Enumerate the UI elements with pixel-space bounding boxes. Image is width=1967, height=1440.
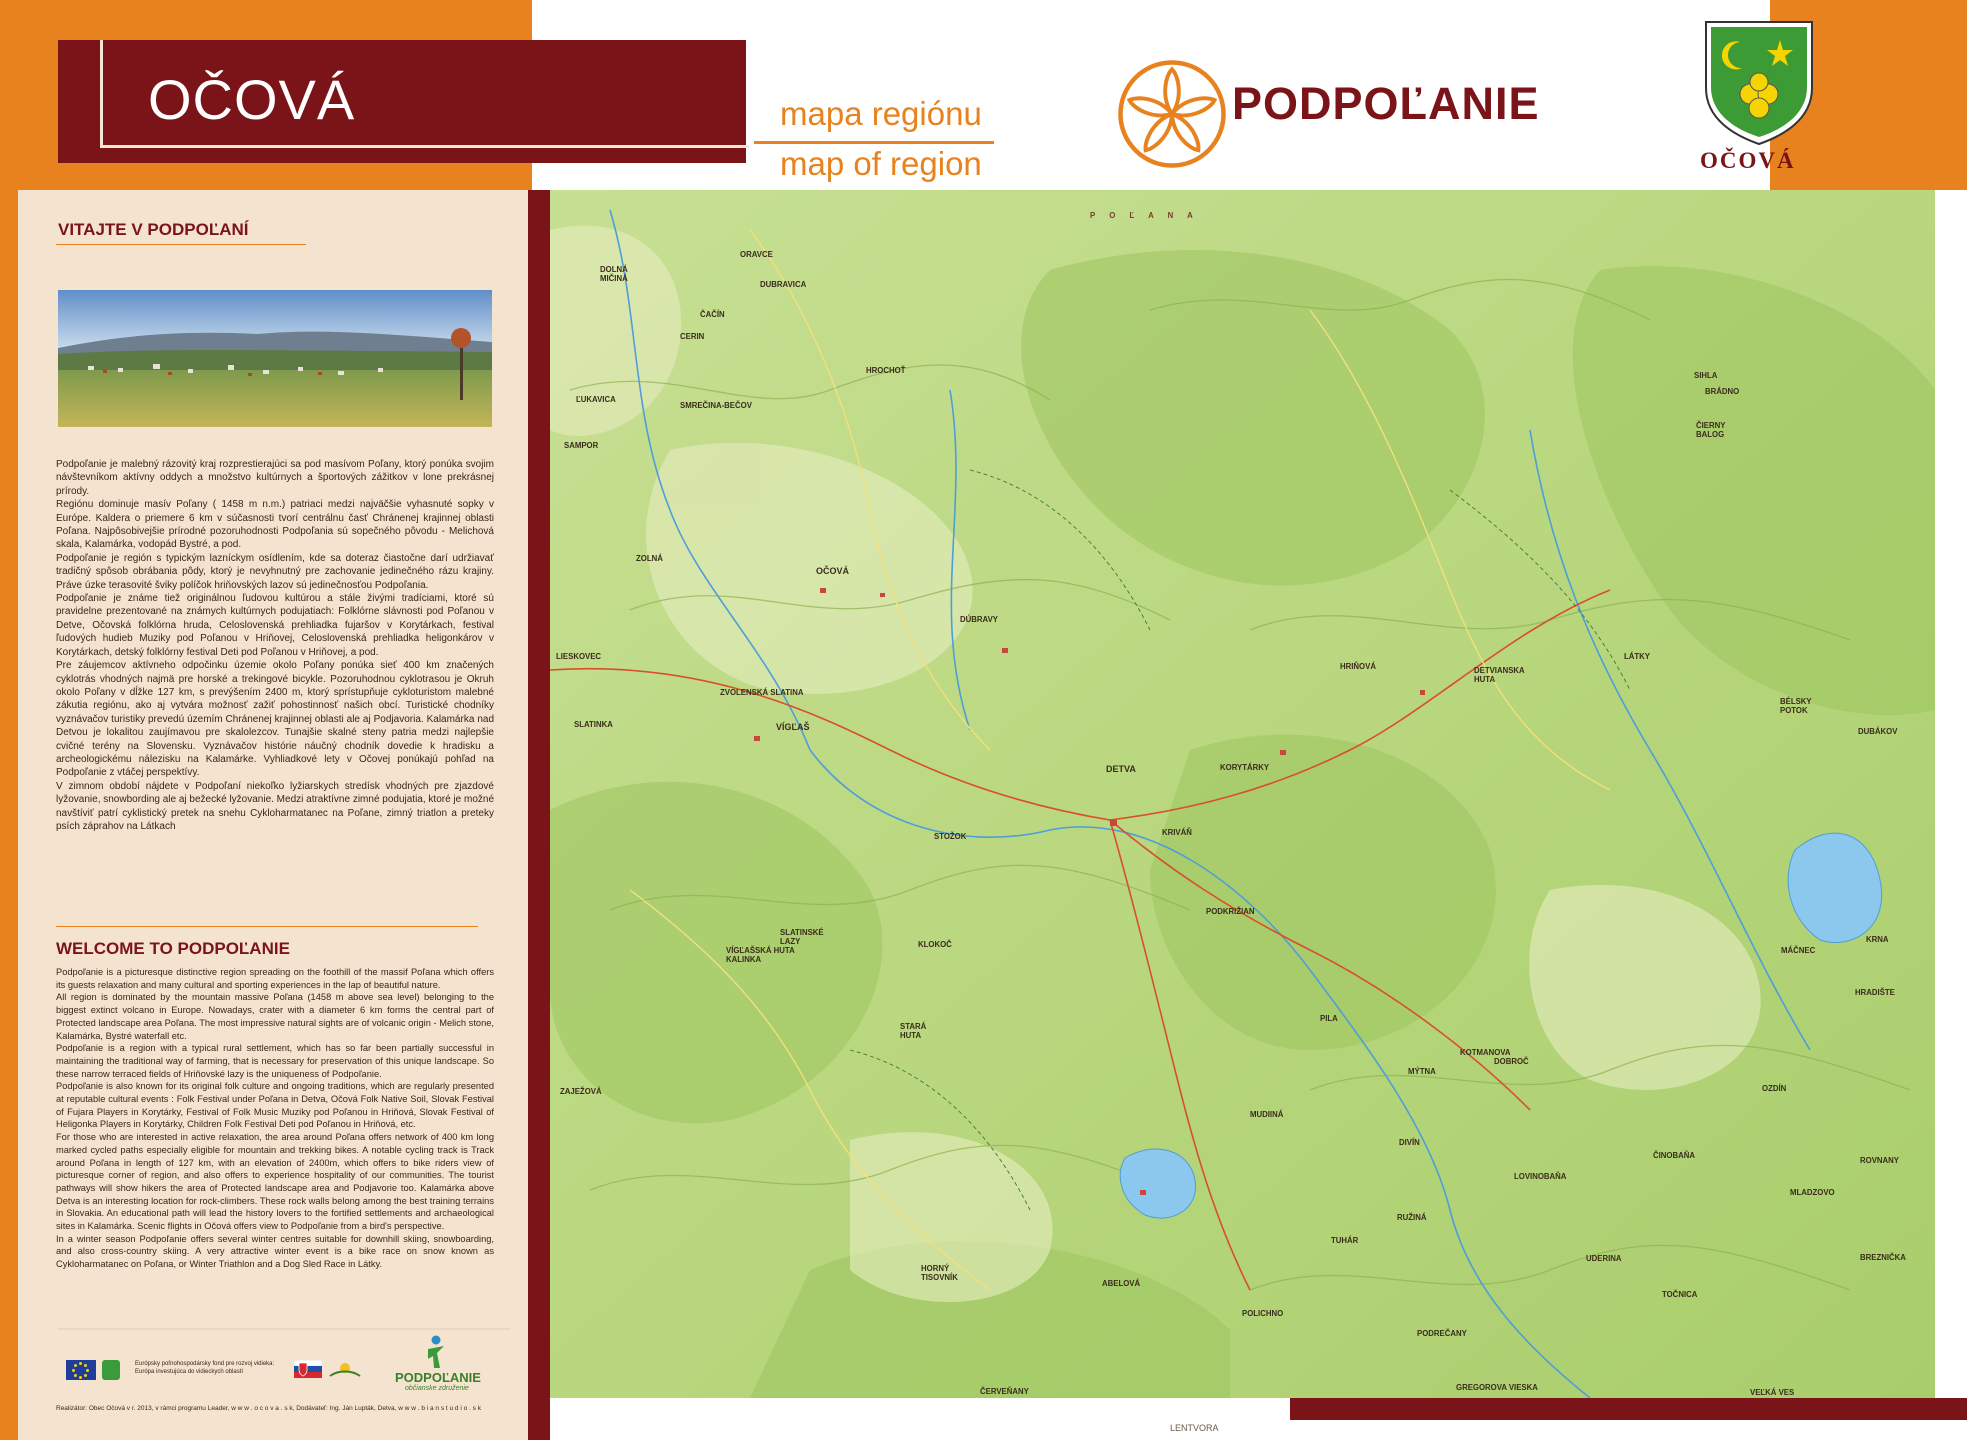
slovak-flag-icon — [294, 1360, 322, 1378]
map-place: KRNA — [1866, 935, 1889, 944]
subtitle-english: map of region — [780, 145, 982, 182]
subtitle-slovak: mapa regiónu — [780, 95, 982, 132]
map-place: ĽUKAVICA — [576, 395, 616, 404]
map-place: POLICHNO — [1242, 1309, 1284, 1318]
map-place: SLATINKA — [574, 720, 613, 729]
map-place: OZDÍN — [1762, 1084, 1787, 1093]
map-place: STARÁ HUTA — [900, 1022, 927, 1040]
map-place: MÁČNEC — [1781, 946, 1816, 955]
map-place: ZAJEŽOVÁ — [560, 1087, 602, 1096]
map-place: DOLNÁ MIČINÁ — [600, 265, 628, 283]
brand-name: PODPOĽANIE — [1232, 78, 1540, 129]
map-place: DETVIANSKA HUTA — [1474, 666, 1525, 684]
map-place: MÝTNA — [1408, 1067, 1436, 1076]
map-place: CERIN — [680, 332, 705, 341]
map-place: ABELOVÁ — [1102, 1279, 1141, 1288]
map-place: TOČNICA — [1662, 1290, 1698, 1299]
map-place: VÍGĽAŠ — [776, 722, 810, 732]
left-orange-frame — [0, 190, 18, 1440]
paragraph-sk: Podpoľanie je malebný rázovitý kraj rozprestierajúci sa pod masívom Poľany, ktorý ponúka svojim návštevníkom aktívny oddych a množstvo kultúrnych a športových zážitkov v lone prekrásnej prírody. — [56, 459, 494, 497]
map-place: PODREČANY — [1417, 1329, 1467, 1338]
paragraph-sk: Pre záujemcov aktívneho odpočinku územie okolo Poľany ponúka sieť 400 km značených cyklotrás vhodných najmä pre horské a trekingové bicykle. Pozoruhodnou cyklotrasou je Okruh okolo Poľany v dĺžke 127 km, s prevýšením 2400 m, ktorý sprístupňuje cykloturistom malebné zákutia regiónu, ako aj vytvára možnosť zažiť pohostinnosť našich obcí. Turistické chodníky vyznávačov turistiky prevedú územím Chránenej krajinnej oblasti ale aj Podjavoria. Kalamárka nad Detvou je lokalitou zaujímavou pre skalolezcov. Tunajšie skalné steny patria medzi najlepšie cvičné terény na Slovensku. Vyznávačov histórie náučný chodník dovedie k hradisku a archeologickému nálezisku na Kalamárke. Vyhliadkové lety v Očovej ponúkajú pohľad na Podpoľanie z vtáčej perspektívy. — [56, 660, 494, 779]
map-place: BREZNIČKA — [1860, 1253, 1906, 1262]
map-place: KOTMANOVA — [1460, 1048, 1511, 1057]
paragraph-sk: Regiónu dominuje masív Poľany ( 1458 m n.m.) patriaci medzi najväčšie vyhasnuté sopky v Európe. Kaldera o priemere 6 km v súčasnosti tvorí centrálnu časť Chránenej krajinnej oblasti Poľana. Najpôsobivejšie prírodné pozoruhodnosti Podpoľania sú sopečného pôvodu - Melichová skala, Kalamárka, vodopád Bystré, a pod. — [56, 499, 494, 551]
map-place: DUBÁKOV — [1858, 727, 1898, 736]
partner-figure-icon — [424, 1335, 448, 1369]
paragraph-en: For those who are interested in active relaxation, the area around Poľana offers network of 400 km long marked cycled paths especially eligible for mountain and trekking bikes. A notable cycling track is Track around Poľana in length of 127 km, with an elevation of 2400m, which offers to bike riders view of picturesque corner of region, and also offers to experience hospitality of our communities. The tourist pathways will show hikers the area of Protected landscape area and Podjavorie too. Kalamárka above Detva is an interesting location for rock-climbers. These rock walls belong among the best training terrains in Slovakia. An educational path will lead the history lovers to the fortified settlements and archaeological sites in Kalamárka. Scenic flights in Očová offers view to Podpoľanie from a bird's perspective. — [56, 1132, 494, 1232]
map-place: KORYTÁRKY — [1220, 763, 1270, 772]
partner-logo-subtitle: občianske združenie — [405, 1385, 469, 1392]
panel-divider — [528, 190, 550, 1440]
section-divider — [56, 926, 478, 927]
map-place: DIVÍN — [1399, 1138, 1420, 1147]
map-place: UDERINA — [1586, 1254, 1622, 1263]
map-place: DETVA — [1106, 764, 1136, 774]
paragraph-en: In a winter season Podpoľanie offers several winter centres suitable for downhill skiing, snowboarding, and also cross-country skiing. A very attractive winter event is a bike race on snow known as Cykloharmatanec on Poľana, or Winter Triathlon and a Dog Sled Race in Látky. — [56, 1233, 494, 1270]
crest-label: OČOVÁ — [1700, 148, 1796, 173]
partner-logo-text: PODPOĽANIE — [395, 1370, 481, 1385]
map-place: ČINOBAŇA — [1653, 1151, 1696, 1160]
map-place: LOVINOBAŇA — [1514, 1172, 1567, 1181]
map-place: HRADIŠTE — [1855, 988, 1895, 997]
map-bottom-label: LENTVORA — [1170, 1423, 1219, 1433]
map-place: ZOLNÁ — [636, 554, 663, 563]
map-place: TUHÁR — [1331, 1236, 1359, 1245]
map-place: ORAVCE — [740, 250, 773, 259]
map-place: SLATINSKÉ LAZY — [780, 928, 824, 946]
ocova-coat-of-arms-icon — [1702, 18, 1816, 146]
leader-logo-icon — [102, 1360, 120, 1380]
paragraph-sk: Podpoľanie je známe tiež originálnou ľudovou kultúrou a stále živými tradíciami, ktoré sú pravidelne prezentované na známych kultúrnych podujatiach: Folklórne slávnosti pod Poľanou v Detve, Očovská folklórna hruda, Celoslovenská prehliadka fujaršov v Korytárkach, festival ľudových hudieb Muziky pod Poľanou v Hriňovej, Celoslovenská prehliadka heligonkárov v Korytárkach, detský folklórny festival Deti pod Poľanou v Hriňovej, a pod. — [56, 593, 494, 658]
footer-divider — [58, 1328, 510, 1330]
map-place: BRÁDNO — [1705, 387, 1740, 396]
map-place: ČERVEŇANY — [980, 1387, 1029, 1396]
map-place: ČAČÍN — [700, 310, 725, 319]
map-place: DOBROČ — [1494, 1057, 1529, 1066]
paragraph-en: Podpoľanie is also known for its original folk culture and ongoing traditions, which are regularly presented at reputable cultural events : Folk Festival under Poľana in Detva, Očová Folk Native Soil, Slovak Festival of Fujara Players in Korytárky, Festival of Folk Music Muziky pod Poľanou in Hriňová, Slovak Festival of Heligonka Players in Korytárky, Children Folk Festival Deti pod Poľanou in Hriňová, etc. — [56, 1081, 494, 1130]
eu-flag-icon — [66, 1360, 96, 1380]
heading-welcome-english: WELCOME TO PODPOĽANIE — [56, 939, 290, 958]
map-place: MUDIINÁ — [1250, 1110, 1284, 1119]
map-place: HRIŇOVÁ — [1340, 662, 1376, 671]
map-place: PODKRIŽIAN — [1206, 907, 1255, 916]
map-place: BÉLSKY POTOK — [1780, 697, 1812, 715]
paragraph-en: Podpoľanie is a region with a typical rural settlement, which has so far been partially successful in maintaining the traditional way of farming, that is necessary for preservation of this unique landscape. So these narrow terraced fields of Hriňovské lazy is the uniqueness of Podpoľanie. — [56, 1043, 494, 1079]
paragraph-sk: V zimnom období nájdete v Podpoľaní niekoľko lyžiarskych stredísk vhodných pre zjazdové lyžovanie, snowbording ale aj bežecké lyžovanie. Medzi atraktívne zimné podujatia, ktoré je možné navštíviť patrí cyklistický pretek na snehu Cykloharmatanec na Poľane, zimný triatlon a preteky psích záprahov na Látkach — [56, 780, 495, 832]
map-place: SIHLA — [1694, 371, 1718, 380]
map-place: PILA — [1320, 1014, 1338, 1023]
rural-program-logo-icon — [328, 1362, 362, 1378]
text-slovak — [56, 458, 494, 833]
text-english — [56, 966, 494, 1271]
page-title: OČOVÁ — [148, 68, 356, 131]
map-place: VEĽKÁ VES — [1750, 1388, 1795, 1397]
map-place: OČOVÁ — [816, 566, 850, 576]
eu-caption: Európsky poľnohospodársky fond pre rozvoj vidieka: Európa investujúca do vidieckych oblastí — [135, 1361, 275, 1375]
region-map[interactable] — [550, 190, 1935, 1398]
map-place: VÍGĽAŠSKÁ HUTA KALINKA — [726, 946, 795, 964]
map-place: HROCHOŤ — [866, 366, 906, 375]
paragraph-sk: Podpoľanie je región s typickým lazníckym osídlením, kde sa doteraz čiastočne darí udržiavať tradičný spôsob obrábania pôdy, ktorý je nevyhnutný pre zachovanie jedinečného rázu krajiny. Práve úzke terasovité šviky políčok hriňovských lazov sú jedinečnosťou Podpoľania. — [56, 552, 494, 591]
map-place: STOŽOK — [934, 832, 967, 841]
heading-welcome-slovak: VITAJTE V PODPOĽANÍ — [58, 220, 249, 239]
map-place: DÚBRAVY — [960, 615, 998, 624]
map-bottom-bar — [1290, 1398, 1967, 1420]
map-place: HORNÝ TISOVNÍK — [921, 1264, 958, 1282]
map-place: SAMPOR — [564, 441, 599, 450]
map-place: MLADZOVO — [1790, 1188, 1835, 1197]
subtitle-divider — [754, 141, 994, 144]
map-place: KLOKOČ — [918, 940, 952, 949]
map-place: RUŽINÁ — [1397, 1213, 1427, 1222]
heading-underline — [56, 244, 306, 245]
map-place: ČIERNY BALOG — [1696, 421, 1726, 439]
map-place: DUBRAVICA — [760, 280, 807, 289]
map-place: SMREČINA-BEČOV — [680, 401, 752, 410]
map-place: LÁTKY — [1624, 652, 1650, 661]
map-place: KRIVÁŇ — [1162, 828, 1192, 837]
map-place: ZVOLENSKÁ SLATINA — [720, 688, 804, 697]
map-label-polana: P O Ľ A N A — [1090, 211, 1199, 220]
map-place: LIESKOVEC — [556, 652, 602, 661]
map-place: ROVNANY — [1860, 1156, 1899, 1165]
landscape-photo — [58, 290, 492, 427]
paragraph-en: All region is dominated by the mountain massive Poľana (1458 m above sea level) belonging to the biggest extinct volcano in Europe. Nowadays, crater with a diameter 6 km forms the central part of Protected landscape area Poľana. The most impressive natural sights are of volcanic origin - Melich stone, Kalamárka, Bystré waterfall etc. — [56, 992, 494, 1041]
map-place: GREGOROVA VIESKA — [1456, 1383, 1538, 1392]
credit-line: Realizátor: Obec Očová v r. 2013, v rámci programu Leader, w w w . o c o v a . s k, Dodávateľ: Ing. Ján Lupták, Detva, w w w . b i a n s t u d i o . s k — [56, 1405, 481, 1412]
paragraph-en: Podpoľanie is a picturesque distinctive region spreading on the foothill of the massif Poľana which offers its guests relaxation and many cultural and sporting experiences in the lap of beautiful nature. — [56, 967, 494, 990]
podpolanie-flower-logo — [1116, 58, 1228, 170]
